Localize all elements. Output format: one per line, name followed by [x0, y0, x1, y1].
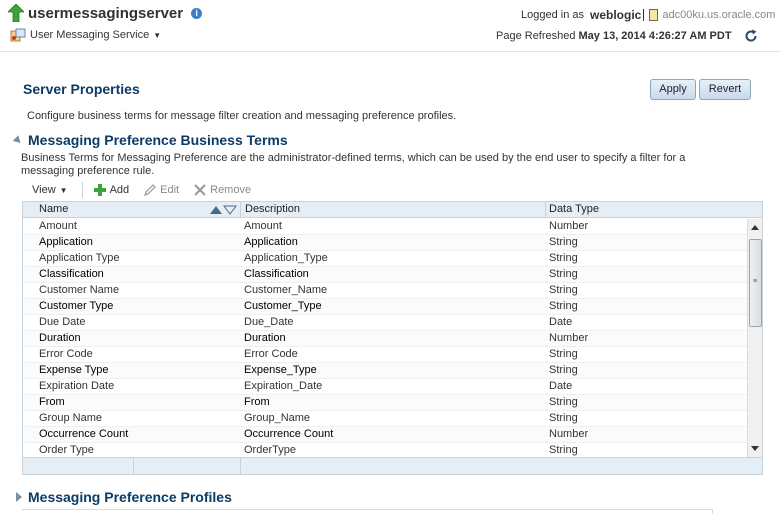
table-footer [23, 457, 763, 475]
service-icon [10, 28, 26, 42]
up-arrow-icon[interactable] [8, 4, 24, 22]
add-button[interactable] [93, 183, 130, 197]
business-terms-header[interactable] [14, 132, 288, 148]
remove-label: Remove [210, 184, 252, 196]
add-label: Add [109, 184, 130, 196]
table-row[interactable] [23, 347, 747, 363]
cell-name: Customer Name [39, 284, 120, 296]
refreshed-label: Page Refreshed [496, 30, 576, 42]
divider [22, 509, 712, 510]
cell-data-type: String [549, 284, 578, 296]
scroll-down-icon[interactable] [751, 446, 759, 451]
table-header [23, 202, 747, 218]
column-divider [240, 202, 241, 218]
vertical-scrollbar[interactable] [747, 219, 763, 457]
table-row[interactable] [23, 235, 747, 251]
cell-description: Due_Date [244, 316, 294, 328]
profiles-header[interactable] [16, 489, 232, 505]
edit-button[interactable] [143, 183, 179, 197]
remove-icon [193, 183, 207, 197]
cell-description: Group_Name [244, 412, 311, 424]
cell-name: Expiration Date [39, 380, 115, 392]
cell-name: Customer Type [39, 300, 114, 312]
service-menu[interactable] [10, 28, 161, 42]
cell-name: Order Type [39, 444, 94, 456]
logged-in-label: Logged in as [521, 9, 584, 21]
cell-data-type: Number [549, 220, 589, 232]
cell-data-type: Date [549, 380, 573, 392]
table-row[interactable] [23, 267, 747, 283]
cell-description: Expiration_Date [244, 380, 323, 392]
cell-name: Error Code [39, 348, 93, 360]
cell-description: Duration [244, 332, 286, 344]
profiles-title: Messaging Preference Profiles [28, 489, 232, 505]
table-row[interactable] [23, 283, 747, 299]
column-divider [545, 202, 546, 218]
scrollbar-corner [747, 202, 763, 218]
table-row[interactable] [23, 219, 747, 235]
revert-button[interactable]: Revert [699, 79, 751, 100]
service-menu-label: User Messaging Service [30, 29, 150, 41]
divider [643, 9, 644, 21]
apply-button[interactable]: Apply [650, 79, 696, 100]
view-menu-label: View [32, 184, 56, 196]
cell-data-type: String [549, 268, 578, 280]
cell-name: Classification [39, 268, 104, 280]
login-info [521, 8, 775, 22]
page-title: Server Properties [23, 81, 140, 97]
expand-triangle-icon[interactable] [13, 135, 24, 146]
cell-name: Group Name [39, 412, 102, 424]
cell-description: From [244, 396, 270, 408]
cell-data-type: String [549, 396, 578, 408]
cell-data-type: String [549, 300, 578, 312]
scrollbar-thumb[interactable] [749, 239, 762, 327]
cell-description: Customer_Type [244, 300, 322, 312]
username[interactable]: weblogic [590, 8, 642, 22]
edit-label: Edit [160, 184, 180, 196]
cell-description: Expense_Type [244, 364, 317, 376]
cell-description: Application [244, 236, 298, 248]
refreshed-time: May 13, 2014 4:26:27 AM PDT [578, 30, 732, 42]
sort-icon[interactable] [209, 205, 237, 215]
cell-name: Application [39, 236, 93, 248]
table-body [23, 219, 747, 457]
cell-name: From [39, 396, 65, 408]
table-row[interactable] [23, 299, 747, 315]
footer-divider [133, 458, 134, 475]
column-header-name[interactable]: Name [39, 203, 69, 215]
chevron-down-icon: ▼ [153, 30, 162, 40]
cell-description: Error Code [244, 348, 298, 360]
cell-data-type: Number [549, 332, 589, 344]
table-row[interactable] [23, 331, 747, 347]
cell-data-type: String [549, 252, 578, 264]
app-title: usermessagingserver [28, 4, 184, 22]
cell-name: Application Type [39, 252, 120, 264]
table-row[interactable] [23, 411, 747, 427]
cell-data-type: String [549, 364, 578, 376]
cell-name: Amount [39, 220, 77, 232]
grip-icon: ≡ [753, 278, 758, 285]
scroll-up-icon[interactable] [751, 225, 759, 230]
host-name: adc00ku.us.oracle.com [662, 9, 776, 21]
cell-data-type: Date [549, 316, 573, 328]
table-toolbar [22, 179, 763, 201]
column-header-description[interactable]: Description [245, 203, 301, 215]
cell-data-type: String [549, 412, 578, 424]
footer-divider [240, 458, 241, 475]
info-icon[interactable]: i [191, 8, 202, 19]
cell-description: Occurrence Count [244, 428, 334, 440]
cell-description: Amount [244, 220, 282, 232]
table-row[interactable] [23, 427, 747, 443]
table-row[interactable] [23, 363, 747, 379]
page-refreshed [496, 29, 758, 43]
view-menu[interactable] [32, 184, 68, 196]
cell-data-type: Number [549, 428, 589, 440]
table-row[interactable] [23, 395, 747, 411]
column-header-data-type[interactable]: Data Type [549, 203, 599, 215]
cell-description: Customer_Name [244, 284, 328, 296]
refresh-icon[interactable] [744, 29, 758, 43]
toolbar-divider [82, 182, 83, 198]
remove-button[interactable] [193, 183, 251, 197]
host-icon [649, 9, 658, 21]
page-header [0, 0, 781, 52]
app-title-row [8, 4, 202, 22]
divider [712, 509, 713, 514]
cell-description: Classification [244, 268, 309, 280]
table-row[interactable] [23, 315, 747, 331]
cell-data-type: String [549, 348, 578, 360]
table-row[interactable] [23, 443, 747, 457]
cell-name: Occurrence Count [39, 428, 129, 440]
cell-description: OrderType [244, 444, 296, 456]
cell-name: Expense Type [39, 364, 109, 376]
cell-name: Due Date [39, 316, 86, 328]
cell-description: Application_Type [244, 252, 328, 264]
table-row[interactable] [23, 251, 747, 267]
pencil-icon [143, 183, 157, 197]
cell-data-type: String [549, 444, 578, 456]
chevron-down-icon: ▼ [59, 185, 68, 195]
cell-name: Duration [39, 332, 81, 344]
cell-data-type: String [549, 236, 578, 248]
table-row[interactable] [23, 379, 747, 395]
business-terms-title: Messaging Preference Business Terms [28, 132, 288, 148]
business-terms-description: Business Terms for Messaging Preference are the administrator-defined terms, which can be used by the end user to specify a filter for a messaging preference rule. [21, 152, 686, 177]
business-terms-table [22, 201, 763, 475]
add-icon [93, 183, 107, 197]
collapse-triangle-icon[interactable] [16, 492, 22, 502]
page-description: Configure business terms for message filter creation and messaging preference profiles. [27, 110, 457, 122]
